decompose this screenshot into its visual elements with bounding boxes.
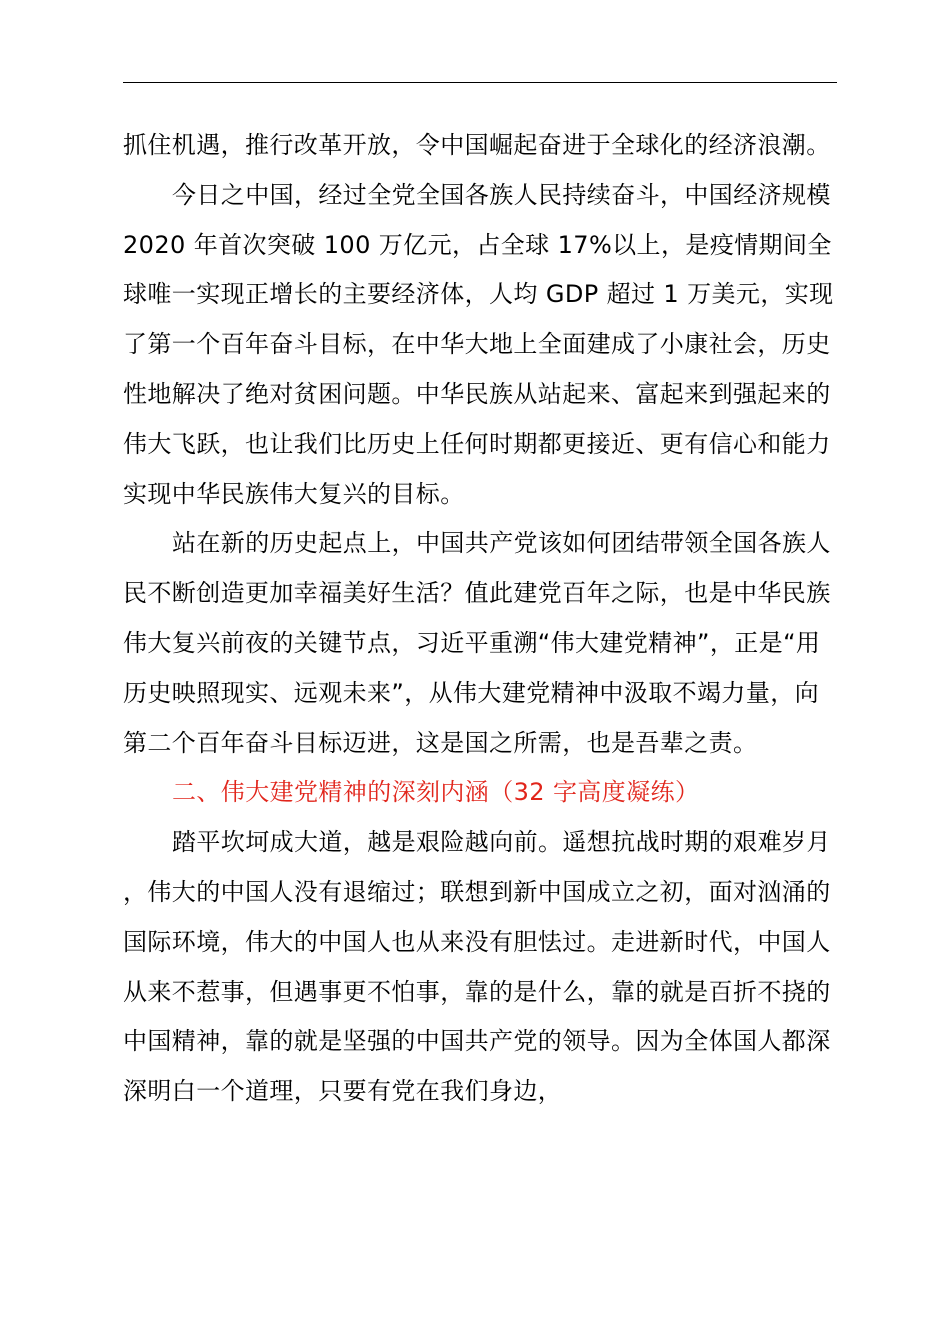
paragraph-economy: 今日之中国，经过全党全国各族人民持续奋斗，中国经济规模 2020 年首次突破 100 万亿元，占全球 17%以上，是疫情期间全球唯一实现正增长的主要经济体，人均 GDP 超过 1 万美元，实现了第一个百年奋斗目标，在中华大地上全面建成了小康社会，历史性地解决了绝对贫困问题。中华民族从站起来、富起来到强起来的伟大飞跃，也让我们比历史上任何时期都更接近、更有信心和能力实现中华民族伟大复兴的目标。 <box>123 180 834 508</box>
document-body <box>123 121 839 1117</box>
paragraph-spirit: 踏平坎坷成大道，越是艰险越向前。遥想抗战时期的艰难岁月，伟大的中国人没有退缩过；联想到新中国成立之初，面对汹涌的国际环境，伟大的中国人也从来没有胆怯过。走进新时代，中国人从来不惹事，但遇事更不怕事，靠的是什么，靠的就是百折不挠的中国精神，靠的就是坚强的中国共产党的领导。因为全体国人都深深明白一个道理，只要有党在我们身边， <box>123 828 831 1106</box>
header-rule <box>123 82 837 83</box>
paragraph-new-starting-point: 站在新的历史起点上，中国共产党该如何团结带领全国各族人民不断创造更加幸福美好生活？值此建党百年之际，也是中华民族伟大复兴前夜的关键节点，习近平重溯“伟大建党精神”，正是“用历史映照现实、远观未来”，从伟大建党精神中汲取不竭力量，向第二个百年奋斗目标迈进，这是国之所需，也是吾辈之责。 <box>123 529 831 757</box>
section-heading: 二、伟大建党精神的深刻内涵（32 字高度凝练） <box>172 778 700 807</box>
paragraph-continuation: 抓住机遇，推行改革开放，令中国崛起奋进于全球化的经济浪潮。 <box>123 131 831 159</box>
